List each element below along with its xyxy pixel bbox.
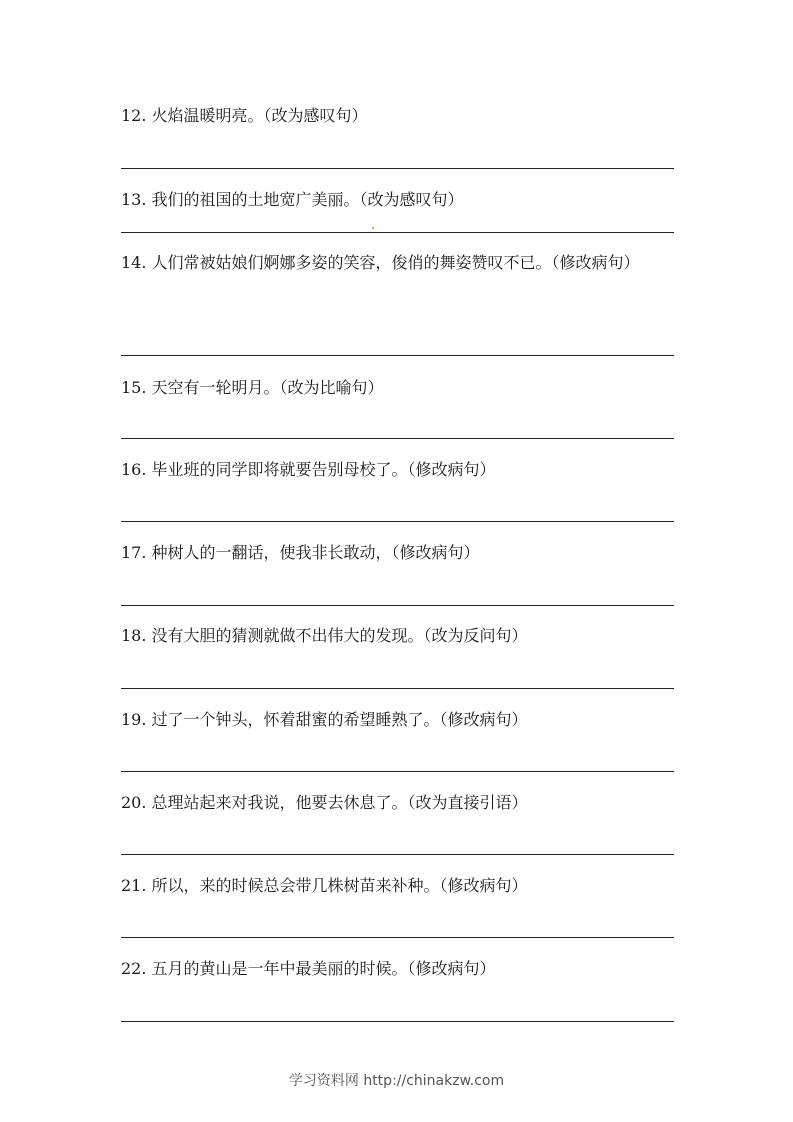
answer-line-21	[121, 937, 674, 938]
answer-line-18	[121, 688, 674, 689]
answer-line-22	[121, 1021, 674, 1022]
answer-line-20	[121, 854, 674, 855]
stray-mark	[372, 227, 374, 229]
question-14: 14. 人们常被姑娘们婀娜多姿的笑容，俊俏的舞姿赞叹不已。（修改病句）	[121, 253, 640, 272]
answer-line-13	[121, 232, 674, 233]
answer-line-17	[121, 605, 674, 606]
question-15: 15. 天空有一轮明月。（改为比喻句）	[121, 378, 384, 397]
question-12: 12. 火焰温暖明亮。（改为感叹句）	[121, 106, 368, 125]
question-19: 19. 过了一个钟头，怀着甜蜜的希望睡熟了。（修改病句）	[121, 710, 528, 729]
question-20: 20. 总理站起来对我说，他要去休息了。（改为直接引语）	[121, 793, 528, 812]
question-18: 18. 没有大胆的猜测就做不出伟大的发现。（改为反问句）	[121, 626, 528, 645]
question-21: 21. 所以，来的时候总会带几株树苗来补种。（修改病句）	[121, 876, 528, 895]
answer-line-19	[121, 771, 674, 772]
question-13: 13. 我们的祖国的土地宽广美丽。（改为感叹句）	[121, 190, 464, 209]
answer-line-16	[121, 521, 674, 522]
answer-line-15	[121, 438, 674, 439]
question-22: 22. 五月的黄山是一年中最美丽的时候。（修改病句）	[121, 959, 496, 978]
answer-line-12	[121, 168, 674, 169]
question-17: 17. 种树人的一翻话，使我非长敢动，（修改病句）	[121, 543, 480, 562]
question-16: 16. 毕业班的同学即将就要告别母校了。（修改病句）	[121, 460, 496, 479]
footer-watermark: 学习资料网 http://chinakzw.com	[288, 1073, 505, 1089]
answer-line-14	[121, 355, 674, 356]
